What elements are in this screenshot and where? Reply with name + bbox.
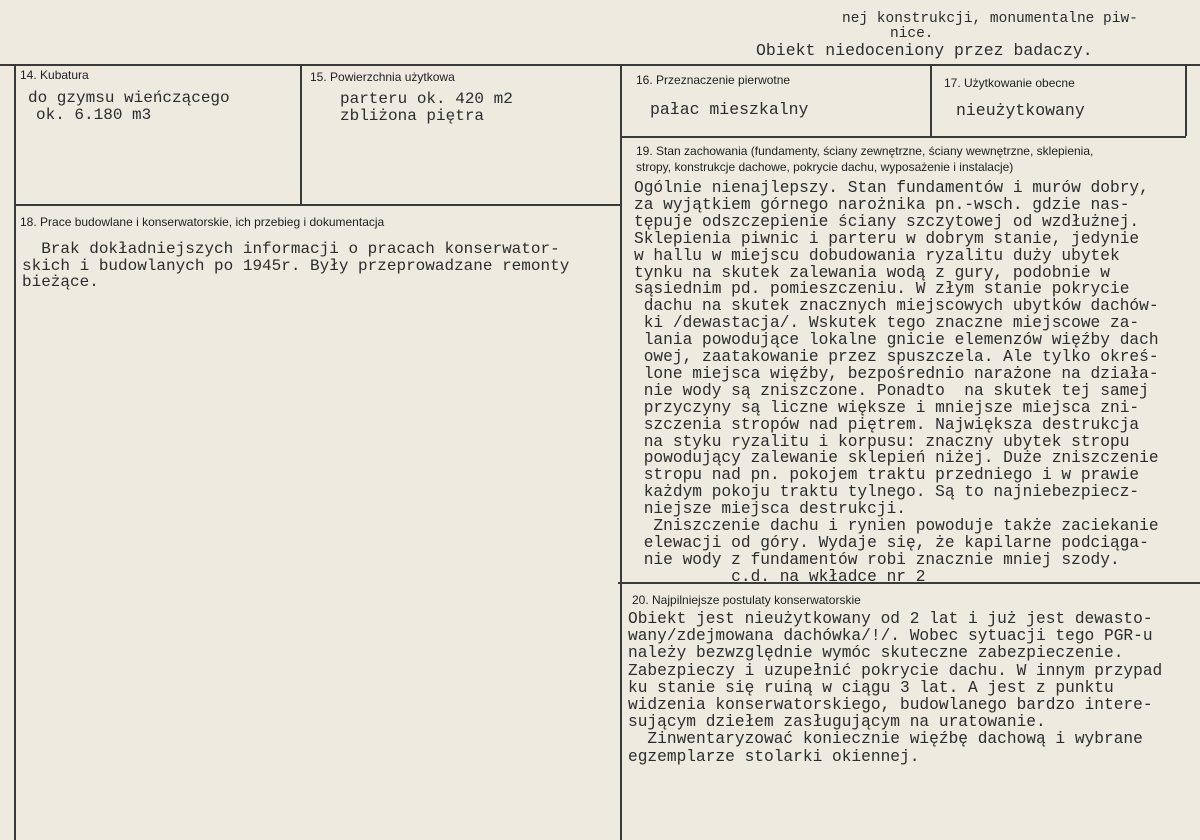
field-value-line: pałac mieszkalny	[650, 100, 809, 119]
header-note-line: Obiekt niedoceniony przez badaczy.	[756, 41, 1093, 60]
field-value-line: skich i budowlanych po 1945r. Były przeprowadzane remonty	[22, 257, 570, 275]
field-value-line: nie wody są zniszczone. Ponadto na skutek tej samej	[634, 381, 1149, 400]
left-border	[14, 64, 16, 840]
field-value-line: Sklepienia piwnic i parteru w dobrym stanie, jedynie	[634, 229, 1140, 248]
field-value-line: sąsiednim pd. pomieszczeniu. W złym stanie pokrycie	[634, 280, 1130, 299]
divider-14-15	[300, 64, 302, 204]
field-value-line: każdym pokoju traktu tylnego. Są to najniebezpiecz-	[634, 483, 1140, 502]
right-border	[1185, 64, 1187, 136]
field-label: 15. Powierzchnia użytkowa	[310, 70, 455, 84]
field-value-line: lone miejsca więźby, bezpośrednio narażone na działa-	[634, 364, 1159, 383]
top-rule	[0, 64, 1200, 66]
header-note-line: nej konstrukcji, monumentalne piw-	[842, 11, 1138, 27]
field-value-line: ku stanie się ruiną w ciągu 3 lat. A jest z punktu	[628, 678, 1114, 697]
field-value-line: niejsze miejsca destrukcji.	[634, 500, 906, 519]
field-value-line: c.d. na wkładce nr 2	[634, 567, 926, 586]
field-value-line: Zniszczenie dachu i rynien powoduje także zaciekanie	[634, 517, 1159, 535]
field-value-line: Zabezpieczy i uzupełnić pokrycie dachu. W innym przypad	[628, 661, 1163, 680]
center-divider	[620, 64, 622, 840]
field-label: 18. Prace budowlane i konserwatorskie, ich przebieg i dokumentacja	[20, 215, 385, 229]
field-value-line: powodujący zalewanie sklepień niżej. Duże zniszczenie	[634, 449, 1159, 468]
field-value-line: widzenia konserwatorskiego, budowlanego bardzo intere-	[628, 696, 1153, 714]
field-value-line: dachu na skutek znacznych miejscowych ubytków dachów-	[634, 297, 1159, 316]
field-value-line: parteru ok. 420 m2	[340, 90, 513, 108]
field-label-line: stropy, konstrukcje dachowe, pokrycie dachu, wyposażenie i instalacje)	[636, 160, 1014, 174]
field-value-line: do gzymsu wieńczącego	[28, 89, 230, 107]
field-value-line: ok. 6.180 m3	[36, 106, 152, 124]
field-value-line: należy bezwzględnie wymóc skuteczne zabezpieczenie.	[628, 644, 1124, 663]
field-value-line: Obiekt jest nieużytkowany od 2 lat i już jest dewasto-	[628, 610, 1153, 628]
rule-below-16-17	[622, 136, 1186, 138]
field-value-line: nie wody z fundamentów robi znacznie mniej szody.	[634, 550, 1120, 569]
field-value-line: elewacji od góry. Wydaje się, że kapilarne podciąga-	[634, 533, 1149, 552]
field-value-line: tępuje odszczepienie ściany szczytowej od wzdłużnej.	[634, 212, 1140, 231]
field-label: 14. Kubatura	[20, 68, 89, 82]
field-label: 16. Przeznaczenie pierwotne	[636, 73, 791, 87]
field-value-line: egzemplarze stolarki okiennej.	[628, 747, 920, 766]
field-value-line: za wyjątkiem górnego narożnika pn.-wsch. gdzie nas-	[634, 195, 1130, 214]
rule-below-14-15	[14, 204, 622, 206]
divider-16-17	[930, 64, 932, 136]
field-value-line: szczenia stropów nad piętrem. Największa destrukcja	[634, 415, 1140, 434]
field-value-line: sującym dziełem zasługującym na uratowanie.	[628, 713, 1046, 732]
field-value-line: w hallu w miejscu dobudowania ryzalitu duży ubytek	[634, 246, 1120, 265]
header-note-line: nice.	[890, 26, 934, 42]
field-value-line: Ogólnie nienajlepszy. Stan fundamentów i murów dobry,	[634, 179, 1149, 197]
field-value-line: nieużytkowany	[956, 101, 1085, 120]
field-value-line: na styku ryzalitu i korpusu: znaczny ubytek stropu	[634, 432, 1130, 451]
field-value-line: Zinwentaryzować koniecznie więźbę dachową i wybrane	[628, 730, 1143, 749]
field-value-line: lania powodujące lokalne gnicie elemenzów więźby dach	[634, 331, 1159, 350]
field-value-line: stropu nad pn. pokojem traktu przedniego i w prawie	[634, 466, 1140, 485]
field-value-line: ki /dewastacja/. Wskutek tego znaczne miejscowe za-	[634, 314, 1140, 333]
field-label-line: 19. Stan zachowania (fundamenty, ściany zewnętrzne, ściany wewnętrzne, sklepienia,	[636, 144, 1094, 158]
field-value-line: przyczyny są liczne większe i mniejsze miejsca zni-	[634, 398, 1140, 417]
field-value-line: owej, zaatakowanie przez spuszczela. Ale tylko okreś-	[634, 348, 1159, 366]
field-label: 20. Najpilniejsze postulaty konserwatorskie	[632, 593, 861, 607]
field-value-line: Brak dokładniejszych informacji o pracach konserwator-	[22, 240, 560, 258]
field-value-line: tynku na skutek zalewania wodą z gury, podobnie w	[634, 263, 1110, 282]
field-value-line: wany/zdejmowana dachówka/!/. Wobec sytuacji tego PGR-u	[628, 627, 1153, 646]
field-label: 17. Użytkowanie obecne	[944, 76, 1075, 90]
field-value-line: bieżące.	[22, 273, 99, 291]
field-value-line: zbliżona piętra	[340, 107, 485, 125]
